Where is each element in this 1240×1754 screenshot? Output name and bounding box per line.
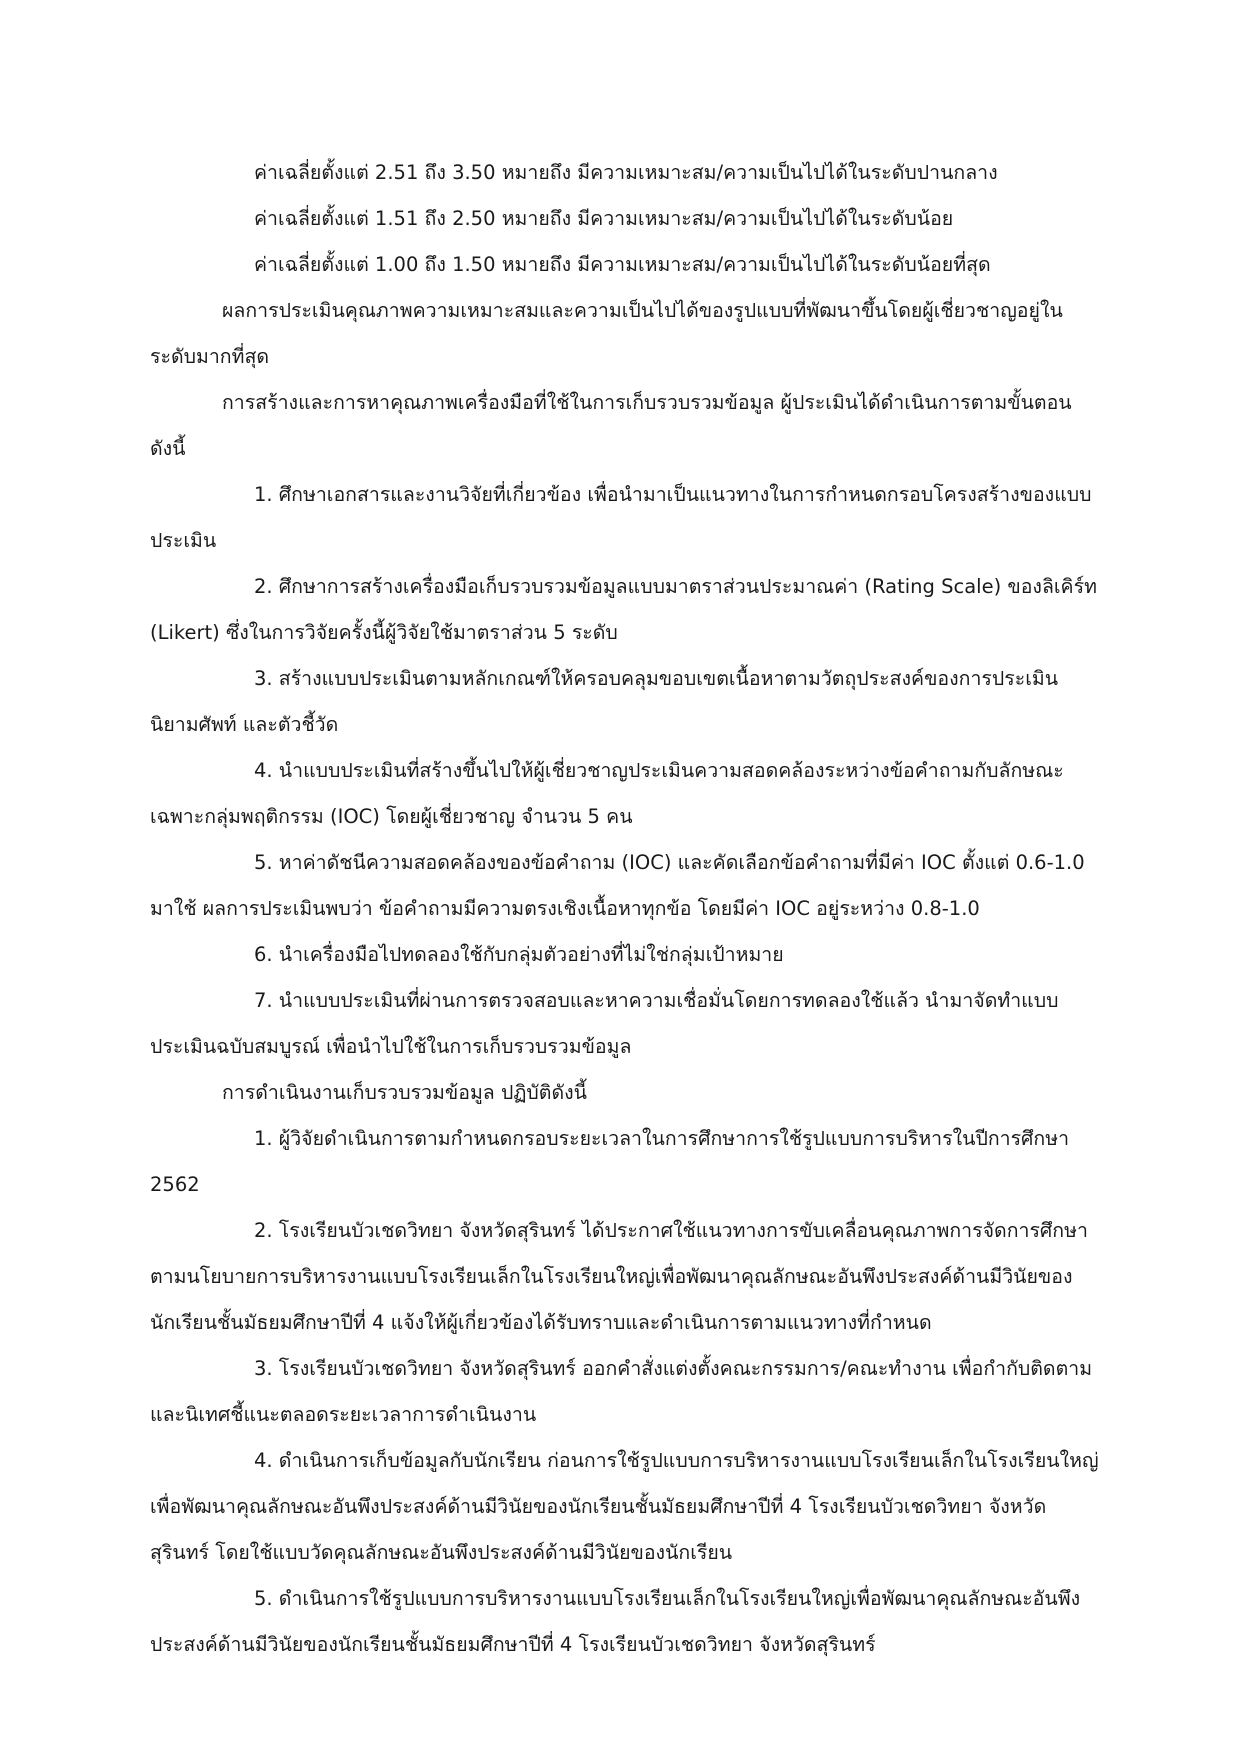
paragraph: 5. ดำเนินการใช้รูปแบบการบริหารงานแบบโรงเรียนเล็กในโรงเรียนใหญ่เพื่อพัฒนาคุณลักษณะอันพึงประสงค์ด้านมีวินัยของนักเรียนชั้นมัธยมศึกษาปีที่ 4 โรงเรียนบัวเชดวิทยา จังหวัดสุรินทร์	[150, 1587, 1081, 1656]
paragraph: 3. โรงเรียนบัวเชดวิทยา จังหวัดสุรินทร์ ออกคำสั่งแต่งตั้งคณะกรรมการ/คณะทำงาน เพื่อกำกับติดตามและนิเทศชี้แนะตลอดระยะเวลาการดำเนินงาน	[150, 1357, 1093, 1426]
paragraph: การสร้างและการหาคุณภาพเครื่องมือที่ใช้ในการเก็บรวบรวมข้อมูล ผู้ประเมินได้ดำเนินการตามขั้นตอน ดังนี้	[150, 391, 1072, 460]
paragraph: ค่าเฉลี่ยตั้งแต่ 1.51 ถึง 2.50 หมายถึง มีความเหมาะสม/ความเป็นไปได้ในระดับน้อย	[254, 207, 954, 230]
paragraph: ผลการประเมินคุณภาพความเหมาะสมและความเป็นไปได้ของรูปแบบที่พัฒนาขึ้นโดยผู้เชี่ยวชาญอยู่ในระดับมากที่สุด	[150, 299, 1063, 368]
paragraph: 6. นำเครื่องมือไปทดลองใช้กับกลุ่มตัวอย่างที่ไม่ใช่กลุ่มเป้าหมาย	[254, 943, 784, 966]
paragraph: 2. ศึกษาการสร้างเครื่องมือเก็บรวบรวมข้อมูลแบบมาตราส่วนประมาณค่า (Rating Scale) ของลิเคิร์ท (Likert) ซึ่งในการวิจัยครั้งนี้ผู้วิจัยใช้มาตราส่วน 5 ระดับ	[150, 575, 1097, 644]
paragraph: 1. ศึกษาเอกสารและงานวิจัยที่เกี่ยวข้อง เพื่อนำมาเป็นแนวทางในการกำหนดกรอบโครงสร้างของแบบประเมิน	[150, 483, 1092, 552]
paragraph: 4. ดำเนินการเก็บข้อมูลกับนักเรียน ก่อนการใช้รูปแบบการบริหารงานแบบโรงเรียนเล็กในโรงเรียนใหญ่เพื่อพัฒนาคุณลักษณะอันพึงประสงค์ด้านมีวินัยของนักเรียนชั้นมัธยมศึกษาปีที่ 4 โรงเรียนบัวเชดวิทยา จังหวัดสุรินทร์ โดยใช้แบบวัดคุณลักษณะอันพึงประสงค์ด้านมีวินัยของนักเรียน	[150, 1449, 1099, 1564]
paragraph: 1. ผู้วิจัยดำเนินการตามกำหนดกรอบระยะเวลาในการศึกษาการใช้รูปแบบการบริหารในปีการศึกษา 2562	[150, 1127, 1070, 1196]
paragraph: 5. หาค่าดัชนีความสอดคล้องของข้อคำถาม (IOC) และคัดเลือกข้อคำถามที่มีค่า IOC ตั้งแต่ 0.6-1.0 มาใช้ ผลการประเมินพบว่า ข้อคำถามมีความตรงเชิงเนื้อหาทุกข้อ โดยมีค่า IOC อยู่ระหว่าง 0.8-1.0	[150, 851, 1085, 920]
paragraph: ค่าเฉลี่ยตั้งแต่ 2.51 ถึง 3.50 หมายถึง มีความเหมาะสม/ความเป็นไปได้ในระดับปานกลาง	[254, 161, 998, 184]
paragraph: 4. นำแบบประเมินที่สร้างขึ้นไปให้ผู้เชี่ยวชาญประเมินความสอดคล้องระหว่างข้อคำถามกับลักษณะเฉพาะกลุ่มพฤติกรรม (IOC) โดยผู้เชี่ยวชาญ จำนวน 5 คน	[150, 759, 1064, 828]
paragraph: 2. โรงเรียนบัวเชดวิทยา จังหวัดสุรินทร์ ได้ประกาศใช้แนวทางการขับเคลื่อนคุณภาพการจัดการศึกษาตามนโยบายการบริหารงานแบบโรงเรียนเล็กในโรงเรียนใหญ่เพื่อพัฒนาคุณลักษณะอันพึงประสงค์ด้านมีวินัยของนักเรียนชั้นมัธยมศึกษาปีที่ 4 แจ้งให้ผู้เกี่ยวข้องได้รับทราบและดำเนินการตามแนวทางที่กำหนด	[150, 1219, 1088, 1334]
paragraph: ค่าเฉลี่ยตั้งแต่ 1.00 ถึง 1.50 หมายถึง มีความเหมาะสม/ความเป็นไปได้ในระดับน้อยที่สุด	[254, 253, 991, 276]
paragraph: การดำเนินงานเก็บรวบรวมข้อมูล ปฏิบัติดังนี้	[222, 1081, 587, 1104]
paragraph: 7. นำแบบประเมินที่ผ่านการตรวจสอบและหาความเชื่อมั่นโดยการทดลองใช้แล้ว นำมาจัดทำแบบประเมินฉบับสมบูรณ์ เพื่อนำไปใช้ในการเก็บรวบรวมข้อมูล	[150, 989, 1059, 1058]
paragraph: 3. สร้างแบบประเมินตามหลักเกณฑ์ให้ครอบคลุมขอบเขตเนื้อหาตามวัตถุประสงค์ของการประเมิน นิยามศัพท์ และตัวชี้วัด	[150, 667, 1059, 736]
document-page	[150, 150, 1100, 1668]
